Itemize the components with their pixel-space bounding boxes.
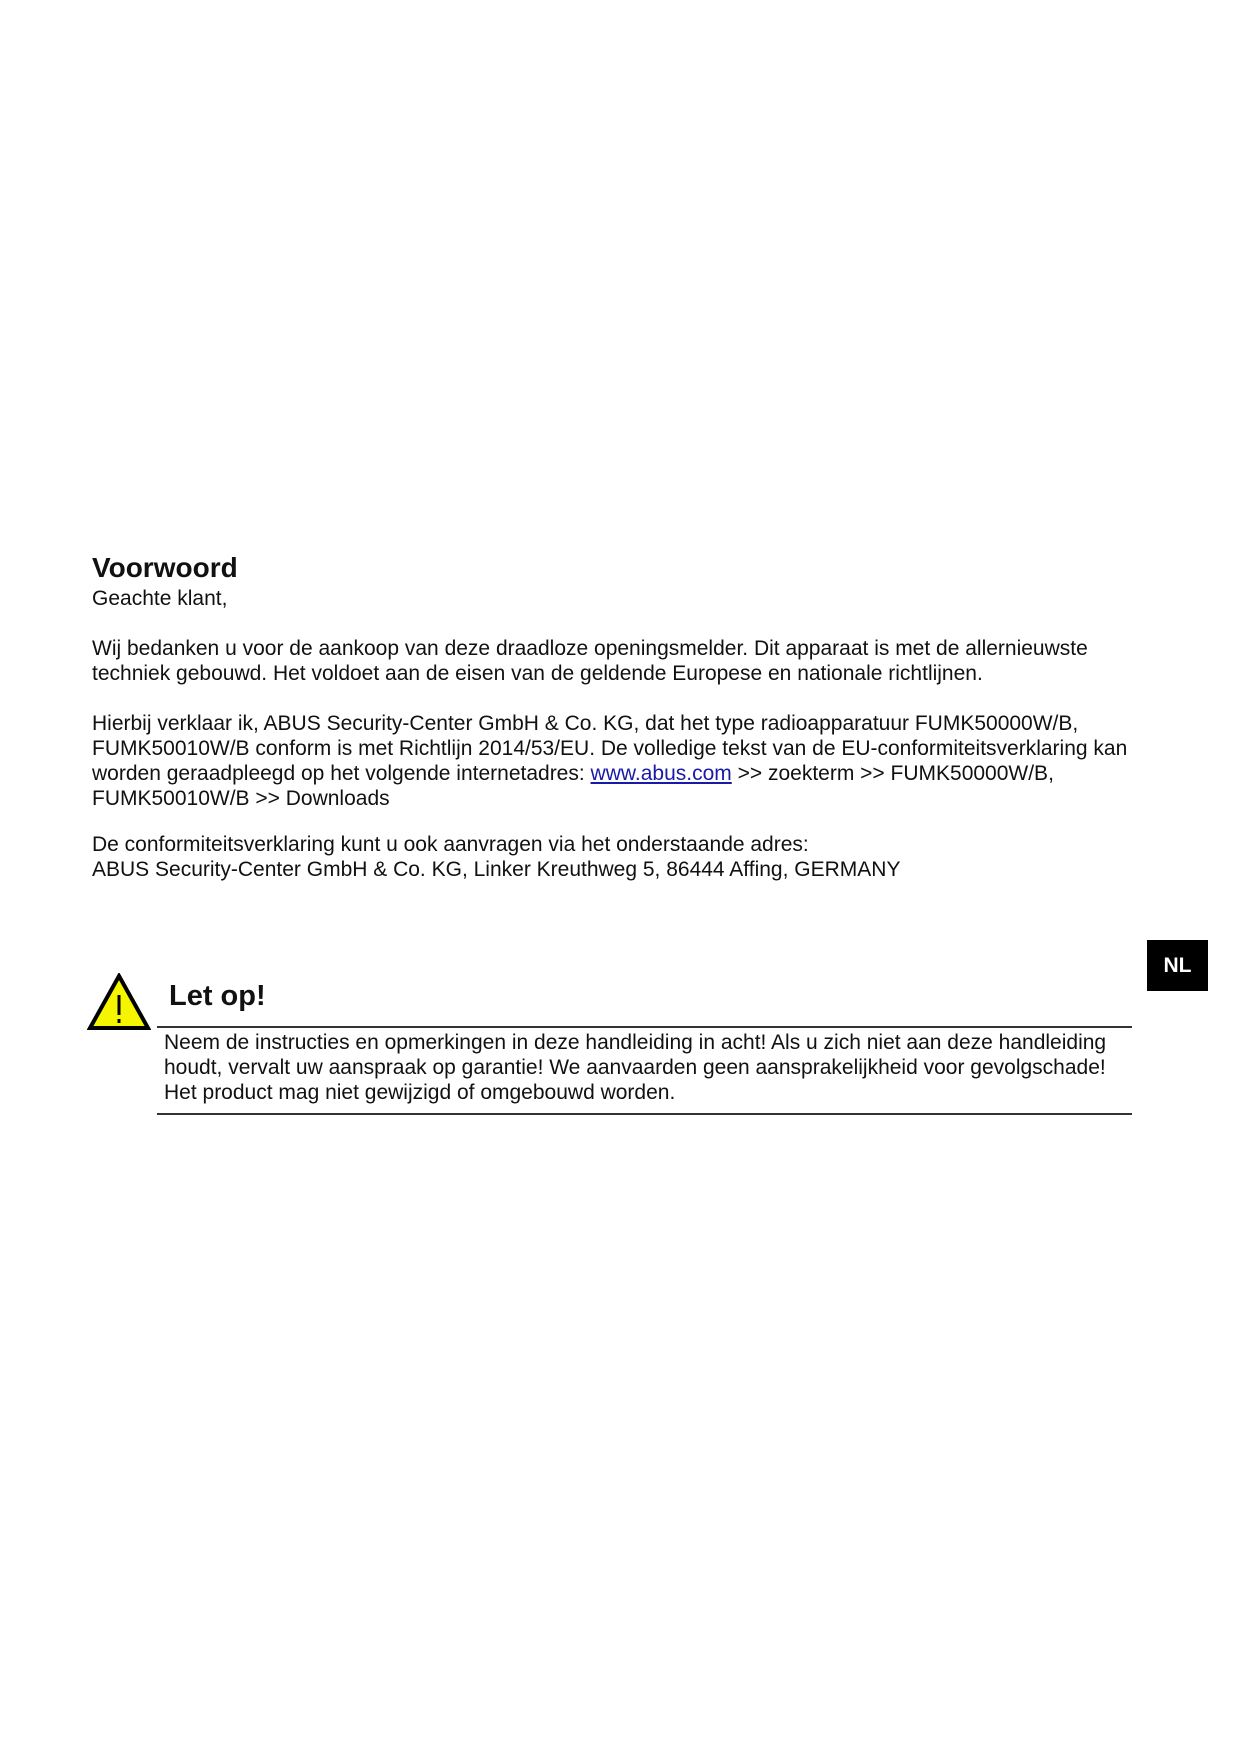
foreword-title: Voorwoord [92, 552, 238, 583]
intro-paragraph: Wij bedanken u voor de aankoop van deze draadloze openingsmelder. Dit apparaat is met de allernieuwste techniek gebouwd. Het voldoet aan de eisen van de geldende Europese en nationale richtlijnen. [92, 637, 1088, 685]
warning-text: Neem de instructies en opmerkingen in deze handleiding in acht! Als u zich niet aan deze handleiding houdt, vervalt uw aanspraak op garantie! We aanvaarden geen aansprakelijkheid voor gevolgschade! [164, 1031, 1107, 1079]
warning-triangle-icon [87, 973, 151, 1031]
warning-text-modification: Het product mag niet gewijzigd of omgebouwd worden. [164, 1081, 676, 1104]
conformity-text: Hierbij verklaar ik, ABUS Security-Center GmbH & Co. KG, dat het type radioapparatuur FUMK50000W/B, FUMK50010W/B conform is met Richtlijn 2014/53/EU. De volledige tekst van de EU-conformiteitsverklaring kan worden geraadpleegd op het volgende internetadres: [92, 712, 1128, 785]
company-address: ABUS Security-Center GmbH & Co. KG, Linker Kreuthweg 5, 86444 Affing, GERMANY [92, 858, 901, 881]
language-tab: NL [1147, 940, 1208, 991]
conformity-text-continued: >> zoekterm >> FUMK50000W/B, FUMK50010W/B >> Downloads [92, 762, 1054, 810]
abus-website-link[interactable]: www.abus.com [590, 762, 732, 785]
foreword-section [92, 550, 1132, 882]
conformity-paragraph [92, 711, 1132, 811]
address-intro: De conformiteitsverklaring kunt u ook aanvragen via het onderstaande adres: [92, 833, 809, 856]
salutation: Geachte klant, [92, 587, 228, 610]
warning-box [157, 1026, 1132, 1115]
warning-title: Let op! [169, 980, 266, 1012]
